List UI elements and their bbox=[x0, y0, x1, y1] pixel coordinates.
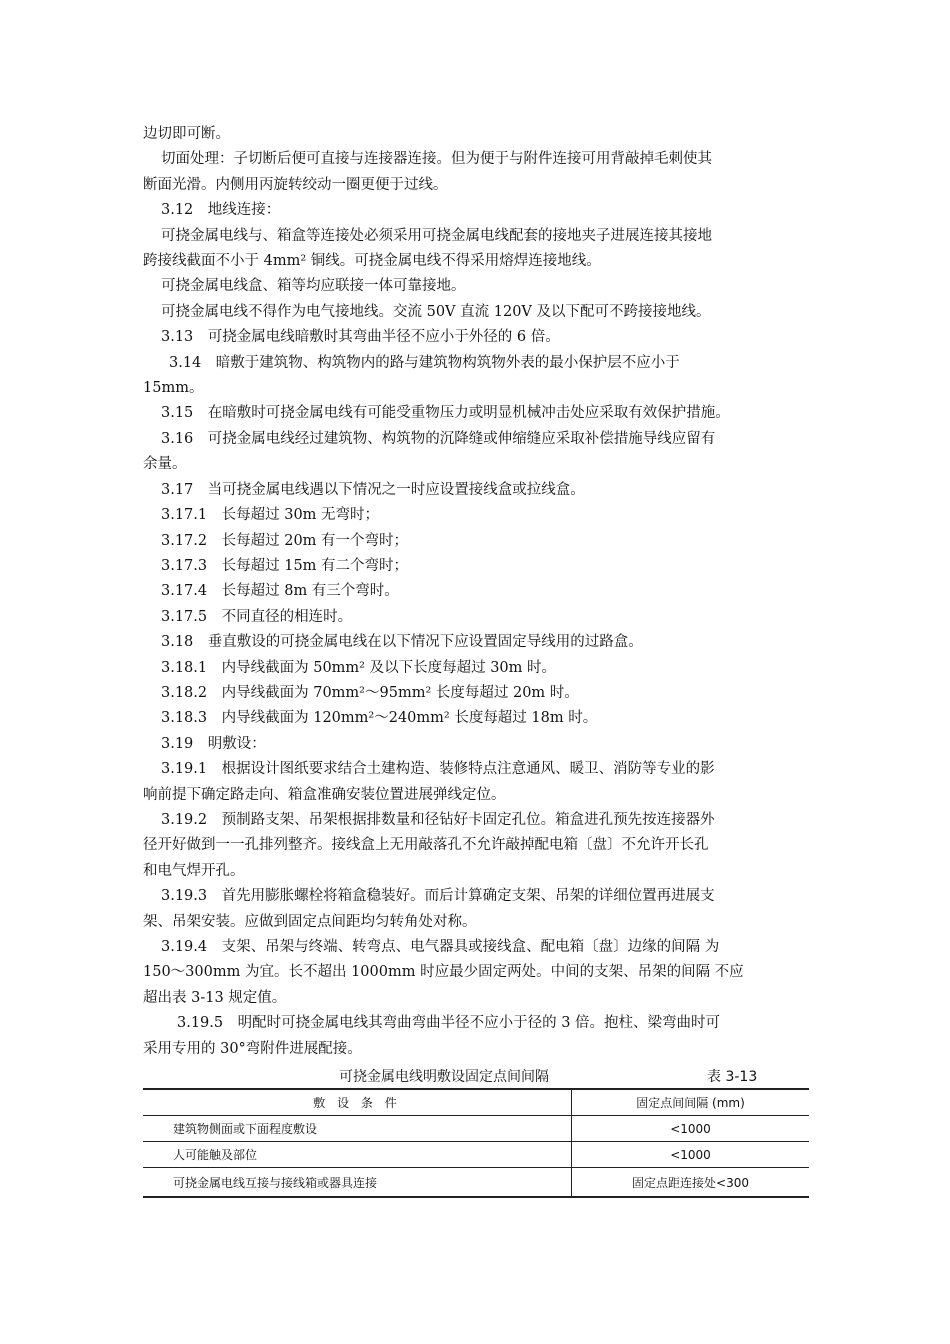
text-line: 可挠金属电线与、箱盒等连接处必须采用可挠金属电线配套的接地夹子进展连接其接地 bbox=[161, 227, 712, 244]
column-header-spacing: 固定点间间隔 (mm) bbox=[572, 1089, 810, 1116]
table-number: 表 3-13 bbox=[707, 1069, 758, 1086]
text-line: 可挠金属电线不得作为电气接地线。交流 50V 直流 120V 及以下配可不跨接接地线。 bbox=[161, 303, 711, 320]
text-line: 跨接线截面不小于 4mm² 铜线。可挠金属电线不得采用熔焊连接地线。 bbox=[143, 253, 601, 270]
section-heading: 3.19 明敷设： bbox=[161, 735, 266, 752]
table-row bbox=[143, 1168, 809, 1198]
text-line: 15mm。 bbox=[143, 380, 204, 397]
table-row bbox=[143, 1116, 809, 1142]
text-line: 3.19.5 明配时可挠金属电线其弯曲弯曲半径不应小于径的 3 倍。抱柱、梁弯曲时可 bbox=[177, 1015, 721, 1032]
text-line: 3.13 可挠金属电线暗敷时其弯曲半径不应小于外径的 6 倍。 bbox=[161, 329, 560, 346]
list-item: 3.17.5 不同直径的相连时。 bbox=[161, 608, 353, 625]
table-caption bbox=[143, 1064, 809, 1088]
list-item: 3.17.4 长每超过 8m 有三个弯时。 bbox=[161, 583, 399, 600]
text-line: 3.19.1 根据设计图纸要求结合土建构造、装修特点注意通风、暖卫、消防等专业的影 bbox=[161, 761, 715, 778]
text-line: 3.19.4 支架、吊架与终端、转弯点、电气器具或接线盒、配电箱〔盘〕边缘的间隔 为 bbox=[161, 939, 720, 955]
text-line: 150～300mm 为宜。长不超出 1000mm 时应最少固定两处。中间的支架、吊架的间隔 不应 bbox=[143, 964, 744, 981]
text-line: 3.17 当可挠金属电线遇以下情况之一时应设置接线盒或拉线盒。 bbox=[161, 481, 585, 498]
table-header-row bbox=[143, 1089, 809, 1116]
spacing-table bbox=[143, 1088, 809, 1198]
column-header-condition: 敷 设 条 件 bbox=[143, 1089, 572, 1116]
document-page bbox=[143, 122, 809, 1198]
table-cell: 人可能触及部位 bbox=[143, 1142, 572, 1168]
table-cell: <1000 bbox=[572, 1116, 810, 1142]
text-line: 和电气焊开孔。 bbox=[143, 862, 245, 879]
table-title: 可挠金属电线明敷设固定点间间隔 bbox=[339, 1069, 549, 1086]
table-row bbox=[143, 1142, 809, 1168]
table-cell: 固定点距连接处<300 bbox=[632, 1175, 749, 1190]
list-item: 3.18.3 内导线截面为 120mm²～240mm² 长度每超过 18m 时。 bbox=[161, 710, 598, 727]
text-line: 采用专用的 30°弯附件进展配接。 bbox=[143, 1040, 362, 1057]
text-line: 余量。 bbox=[143, 456, 187, 473]
list-item: 3.18.1 内导线截面为 50mm² 及以下长度每超过 30m 时。 bbox=[161, 659, 557, 676]
text-line: 3.14 暗敷于建筑物、构筑物内的路与建筑物构筑物外表的最小保护层不应小于 bbox=[169, 354, 680, 371]
list-item: 3.17.2 长每超过 20m 有一个弯时； bbox=[161, 532, 409, 549]
table-cell: 建筑物侧面或下面程度敷设 bbox=[143, 1116, 572, 1142]
table-cell: 可挠金属电线互接与接线箱或器具连接 bbox=[143, 1168, 572, 1198]
list-item: 3.17.3 长每超过 15m 有二个弯时； bbox=[161, 557, 409, 574]
text-line: 3.19.2 预制路支架、吊架根据排数量和径钻好卡固定孔位。箱盒进孔预先按连接器外 bbox=[161, 811, 715, 828]
list-item: 3.18.2 内导线截面为 70mm²～95mm² 长度每超过 20m 时。 bbox=[161, 684, 579, 701]
text-line: 边切即可断。 bbox=[143, 126, 230, 142]
text-line: 切面处理：子切断后便可直接与连接器连接。但为便于与附件连接可用背敲掉毛刺使其 bbox=[161, 151, 712, 168]
text-line: 3.18 垂直敷设的可挠金属电线在以下情况下应设置固定导线用的过路盒。 bbox=[161, 634, 643, 651]
text-line: 响前提下确定路走向、箱盒准确安装位置进展弹线定位。 bbox=[143, 786, 506, 803]
text-line: 断面光滑。内侧用丙旋转绞动一圈更便于过线。 bbox=[143, 176, 448, 193]
text-line: 3.19.3 首先用膨胀螺栓将箱盒稳装好。而后计算确定支架、吊架的详细位置再进展支 bbox=[161, 888, 715, 905]
text-line: 3.15 在暗敷时可挠金属电线有可能受重物压力或明显机械冲击处应采取有效保护措施。 bbox=[161, 405, 730, 422]
text-line: 可挠金属电线盒、箱等均应联接一体可靠接地。 bbox=[161, 278, 466, 295]
text-line: 径开好做到一一孔排列整齐。接线盒上无用敲落孔不允许敲掉配电箱〔盘〕不允许开长孔 bbox=[143, 837, 709, 854]
text-line: 超出表 3-13 规定值。 bbox=[143, 989, 287, 1006]
table-cell: <1000 bbox=[572, 1142, 810, 1168]
list-item: 3.17.1 长每超过 30m 无弯时； bbox=[161, 507, 380, 524]
section-heading: 3.12 地线连接： bbox=[161, 202, 281, 219]
text-line: 3.16 可挠金属电线经过建筑物、构筑物的沉降缝或伸缩缝应采取补偿措施导线应留有 bbox=[161, 430, 716, 447]
text-line: 架、吊架安装。应做到固定点间距均匀转角处对称。 bbox=[143, 913, 477, 930]
